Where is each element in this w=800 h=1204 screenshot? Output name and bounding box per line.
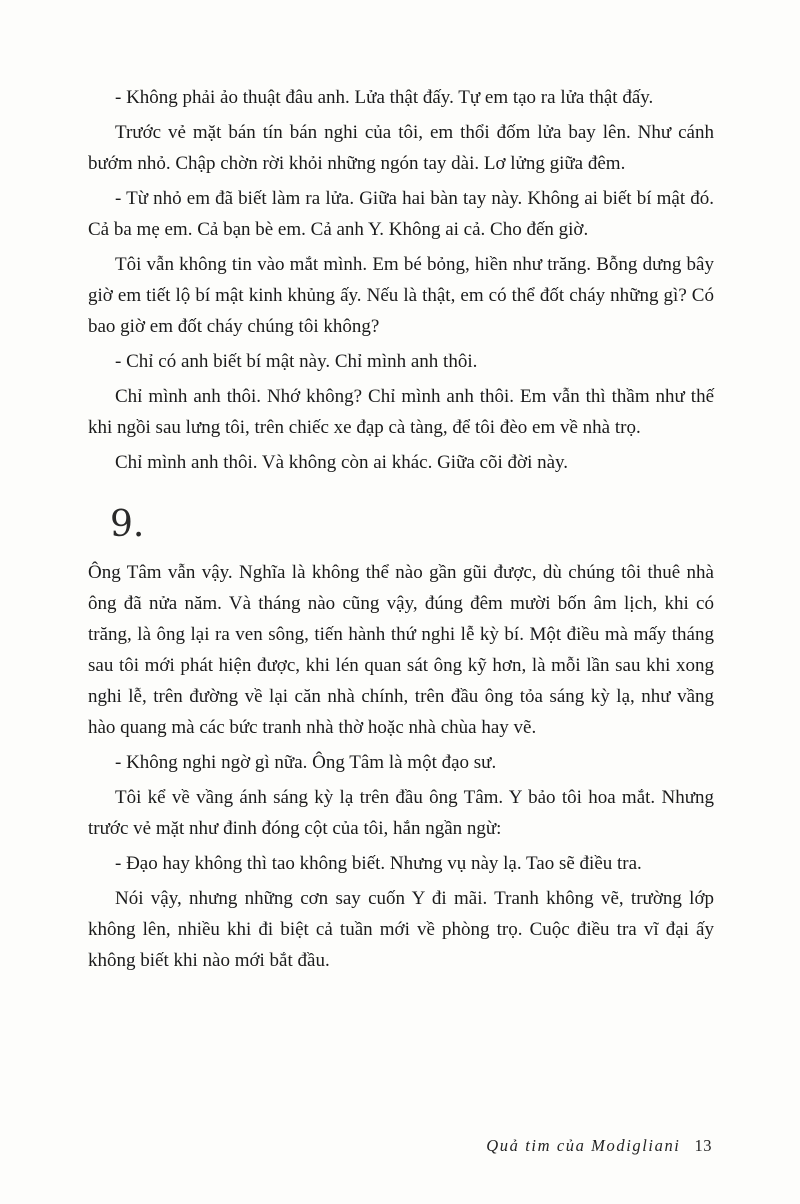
paragraph: Ông Tâm vẫn vậy. Nghĩa là không thể nào gần gũi được, dù chúng tôi thuê nhà ông đã nửa năm. Và tháng nào cũng vậy, đúng đêm mười bốn âm lịch, khi có trăng, là ông lại ra ven sông, tiến hành thứ nghi lễ kỳ bí. Một điều mà mấy tháng sau tôi mới phát hiện được, khi lén quan sát ông kỹ hơn, là mỗi lần sau khi xong nghi lễ, trên đường về lại căn nhà chính, trên đầu ông tỏa sáng kỳ lạ, như vầng hào quang mà các bức tranh nhà thờ hoặc nhà chùa hay vẽ. bbox=[88, 562, 714, 739]
paragraph: Trước vẻ mặt bán tín bán nghi của tôi, em thổi đốm lửa bay lên. Như cánh bướm nhỏ. Chập chờn rời khỏi những ngón tay dài. Lơ lửng giữa đêm. bbox=[88, 122, 714, 174]
section-number: 9. bbox=[110, 504, 145, 545]
paragraph: Tôi vẫn không tin vào mắt mình. Em bé bỏng, hiền như trăng. Bỗng dưng bây giờ em tiết lộ bí mật kinh khủng ấy. Nếu là thật, em có thể đốt cháy những gì? Có bao giờ em đốt cháy chúng tôi không? bbox=[88, 254, 714, 337]
paragraph-dialogue: - Không nghi ngờ gì nữa. Ông Tâm là một đạo sư. bbox=[115, 752, 497, 774]
paragraph-dialogue: - Không phải ảo thuật đâu anh. Lửa thật đấy. Tự em tạo ra lửa thật đấy. bbox=[115, 87, 654, 108]
paragraph-dialogue: - Từ nhỏ em đã biết làm ra lửa. Giữa hai bàn tay này. Không ai biết bí mật đó. Cả ba mẹ em. Cả bạn bè em. Cả anh Y. Không ai cả. Cho đến giờ. bbox=[88, 188, 714, 240]
running-title: Quả tim của Modigliani bbox=[486, 1136, 681, 1155]
paragraph: Chỉ mình anh thôi. Và không còn ai khác. Giữa cõi đời này. bbox=[115, 452, 569, 473]
page-number: 13 bbox=[694, 1136, 712, 1155]
page-footer bbox=[486, 1136, 712, 1156]
paragraph: Tôi kể về vầng ánh sáng kỳ lạ trên đầu ông Tâm. Y bảo tôi hoa mắt. Nhưng trước vẻ mặt như đinh đóng cột của tôi, hắn ngần ngừ: bbox=[88, 787, 714, 840]
paragraph: Nói vậy, nhưng những cơn say cuốn Y đi mãi. Tranh không vẽ, trường lớp không lên, nhiều khi đi biệt cả tuần mới về phòng trọ. Cuộc điều tra vĩ đại ấy không biết khi nào mới bắt đầu. bbox=[88, 888, 714, 972]
paragraph-dialogue: - Đạo hay không thì tao không biết. Nhưng vụ này lạ. Tao sẽ điều tra. bbox=[115, 853, 642, 875]
text-column bbox=[88, 82, 714, 980]
paragraph: Chỉ mình anh thôi. Nhớ không? Chỉ mình anh thôi. Em vẫn thì thầm như thế khi ngồi sau lưng tôi, trên chiếc xe đạp cà tàng, để tôi đèo em về nhà trọ. bbox=[88, 386, 714, 438]
paragraph-dialogue: - Chỉ có anh biết bí mật này. Chỉ mình anh thôi. bbox=[115, 351, 478, 372]
